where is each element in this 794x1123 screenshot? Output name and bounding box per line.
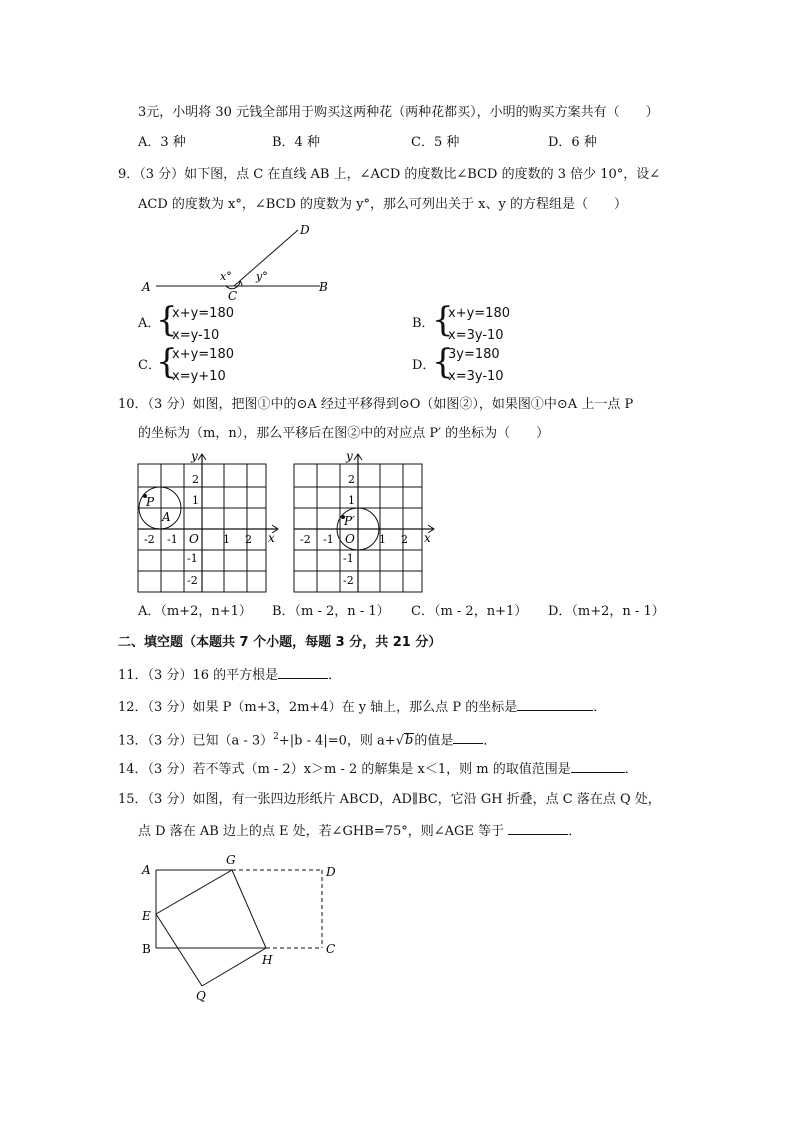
p-prime-label: P′ xyxy=(344,514,355,528)
q15-line1: 15．（3 分）如图，有一张四边形纸片 ABCD，AD∥BC，它沿 GH 折叠，点 C 落在点 Q 处， xyxy=(118,792,661,807)
section-heading: 二、填空题（本题共 7 个小题，每题 3 分，共 21 分） xyxy=(118,635,442,650)
label-b: B xyxy=(319,280,328,294)
label-c: C xyxy=(228,289,238,302)
q9-line1: 9．（3 分）如下图，点 C 在直线 AB 上，∠ACD 的度数比∠BCD 的度数的 3 倍少 10°，设∠ xyxy=(118,167,661,182)
p-label: P xyxy=(146,495,155,509)
q10-option-d: D．（m+2，n - 1） xyxy=(548,604,665,619)
q13-exponent: 2 xyxy=(273,732,279,742)
q10-line2: 的坐标为（m，n），那么平移后在图②中的对应点 P′ 的坐标为（ ） xyxy=(138,426,550,441)
q9-line2: ACD 的度数为 x°，∠BCD 的度数为 y°，那么可列出关于 x、y 的方程组是（ ） xyxy=(138,197,627,212)
q8-line: 3元，小明将 30 元钱全部用于购买这两种花（两种花都买），小明的购买方案共有（ ） xyxy=(138,105,659,120)
x-label: x xyxy=(268,531,275,545)
q8-option-b: B．4 种 xyxy=(272,135,320,150)
q9-option-d-eq1: 3y=180 xyxy=(448,347,500,362)
q9-option-c-eq1: x+y=180 xyxy=(172,347,234,362)
origin-label: O xyxy=(345,532,355,546)
q14 xyxy=(118,759,638,779)
edge-eg xyxy=(156,870,232,914)
x-tick-neg2: -2 xyxy=(300,533,311,546)
x-tick-1: 1 xyxy=(379,533,386,546)
q12 xyxy=(118,697,606,717)
label-a: A xyxy=(142,280,151,294)
q9-option-b-eq2: x=3y-10 xyxy=(448,328,504,343)
q9-option-b-label: B． xyxy=(412,316,435,331)
y-tick-1: 1 xyxy=(192,494,199,507)
angle-arc-bcd xyxy=(240,281,242,286)
q13-pre: 13．（3 分）已知（a - 3） xyxy=(118,733,274,749)
q12-text: 12．（3 分）如果 P（m+3，2m+4）在 y 轴上，那么点 P 的坐标是 xyxy=(118,700,518,715)
x-label: x xyxy=(424,531,431,545)
q11 xyxy=(118,665,341,685)
x-tick-neg1: -1 xyxy=(167,533,178,546)
q13-mid: +|b - 4|=0，则 a+ xyxy=(278,733,396,749)
q14-end: ． xyxy=(624,762,638,777)
label-d: D xyxy=(300,223,310,237)
label-h: H xyxy=(262,953,273,967)
q9-option-d-eq2: x=3y-10 xyxy=(448,369,504,384)
origin-label: O xyxy=(189,532,199,546)
y-tick-neg2: -2 xyxy=(343,574,354,587)
q15-fold-figure xyxy=(136,850,348,1008)
q11-end: ． xyxy=(328,668,342,683)
a-label: A xyxy=(162,510,171,524)
label-y: y° xyxy=(256,270,268,283)
q14-answer-blank[interactable] xyxy=(571,759,625,773)
q15-end: ． xyxy=(568,824,582,839)
q9-option-c-label: C． xyxy=(138,358,161,373)
y-label: y xyxy=(346,450,353,463)
edge-eq xyxy=(156,914,202,986)
q15-answer-blank[interactable] xyxy=(508,821,568,835)
y-label: y xyxy=(191,450,198,463)
y-tick-neg1: -1 xyxy=(187,552,198,565)
q9-option-b-brace: { xyxy=(432,300,454,340)
q9-option-a-eq1: x+y=180 xyxy=(172,306,234,321)
q9-option-d-brace: { xyxy=(432,342,454,382)
q14-text: 14．（3 分）若不等式（m - 2）x＞m - 2 的解集是 x＜1，则 m 的取值范围是 xyxy=(118,762,571,777)
q10-line1: 10．（3 分）如图，把图①中的⊙A 经过平移得到⊙O（如图②），如果图①中⊙A 上一点 P xyxy=(118,397,634,412)
q13 xyxy=(118,728,496,750)
q15-line2-wrap xyxy=(138,821,581,841)
q8-option-c: C．5 种 xyxy=(411,135,460,150)
q10-grid-figure-2 xyxy=(288,450,438,598)
y-tick-2: 2 xyxy=(348,473,355,486)
y-tick-neg2: -2 xyxy=(187,574,198,587)
y-tick-neg1: -1 xyxy=(343,552,354,565)
q10-option-b: B．（m - 2，n - 1） xyxy=(272,604,390,619)
q13-end: ． xyxy=(483,733,497,749)
label-b: B xyxy=(142,942,151,956)
x-tick-neg2: -2 xyxy=(144,533,155,546)
q9-option-c-brace: { xyxy=(156,342,178,382)
q12-end: ． xyxy=(593,700,607,715)
y-tick-2: 2 xyxy=(192,473,199,486)
q8-option-d: D．6 种 xyxy=(548,135,597,150)
q9-option-a-label: A． xyxy=(138,316,161,331)
q9-option-c-eq2: x=y+10 xyxy=(172,369,226,384)
label-d: D xyxy=(326,865,336,879)
q8-option-a: A．3 种 xyxy=(138,135,186,150)
q13-radicand: b xyxy=(405,733,414,749)
y-tick-1: 1 xyxy=(348,494,355,507)
x-tick-1: 1 xyxy=(223,533,230,546)
edge-qh xyxy=(202,948,266,986)
x-tick-2: 2 xyxy=(401,533,408,546)
label-q: Q xyxy=(196,989,206,1003)
q13-sqrt-sign: √ xyxy=(395,733,404,749)
q10-option-a: A．（m+2，n+1） xyxy=(138,604,252,619)
label-e: E xyxy=(142,909,151,923)
x-tick-neg1: -1 xyxy=(323,533,334,546)
q13-answer-blank[interactable] xyxy=(453,730,483,744)
label-a: A xyxy=(142,863,151,877)
x-tick-2: 2 xyxy=(245,533,252,546)
q10-grid-figure-1 xyxy=(132,450,282,598)
q9-option-b-eq1: x+y=180 xyxy=(448,306,510,321)
q13-post: 的值是 xyxy=(414,733,454,749)
q9-option-a-eq2: x=y-10 xyxy=(172,328,220,343)
label-c: C xyxy=(326,942,336,956)
label-g: G xyxy=(226,853,236,867)
q11-text: 11．（3 分）16 的平方根是 xyxy=(118,668,279,683)
q11-answer-blank[interactable] xyxy=(278,665,328,679)
q9-option-a-brace: { xyxy=(156,300,178,340)
fold-gh xyxy=(232,870,266,948)
q9-option-d-label: D． xyxy=(412,358,436,373)
q9-angle-figure xyxy=(138,220,338,302)
label-x: x° xyxy=(220,270,232,283)
q12-answer-blank[interactable] xyxy=(517,697,593,711)
q15-line2: 点 D 落在 AB 边上的点 E 处，若∠GHB=75°，则∠AGE 等于 xyxy=(138,824,505,839)
q10-option-c: C．（m - 2，n+1） xyxy=(411,604,528,619)
